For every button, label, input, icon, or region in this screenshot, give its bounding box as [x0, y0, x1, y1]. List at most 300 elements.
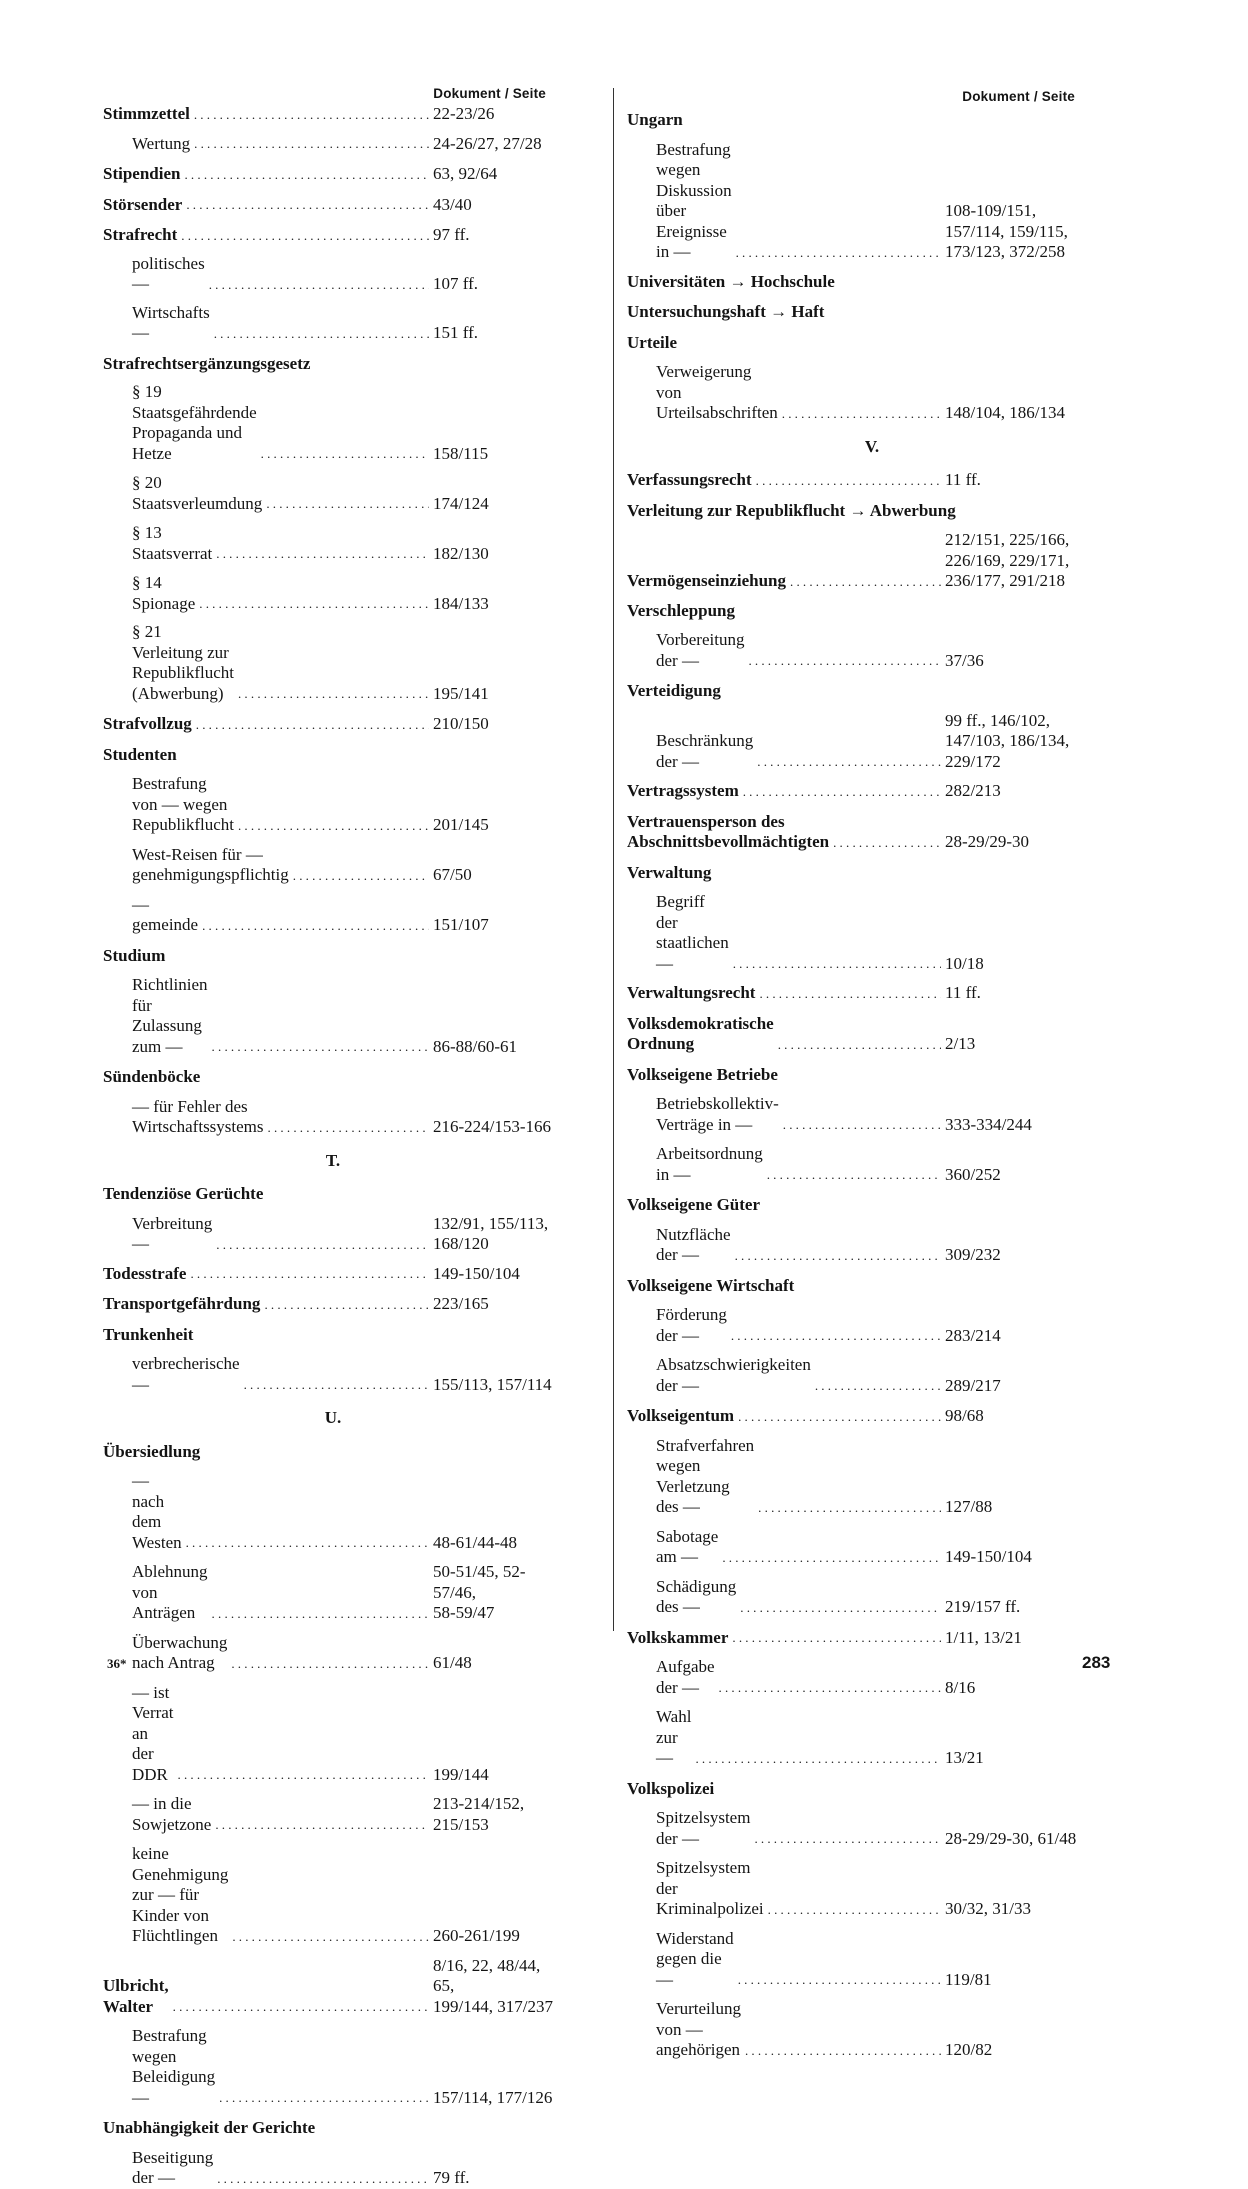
- entry-refs: [433, 1117, 563, 1138]
- entry-term: Verfassungsrecht: [627, 470, 752, 489]
- entry-term: Volksdemokratische Ordnung: [627, 1013, 774, 1053]
- ref-line: 43/40: [433, 194, 472, 214]
- leader-dots: [194, 109, 429, 121]
- ref-line: 107 ff.: [433, 274, 479, 293]
- leader-dots: [754, 1833, 941, 1845]
- index-entry: [627, 272, 1117, 293]
- leader-dots: [756, 475, 941, 487]
- entry-refs: [433, 323, 563, 344]
- entry-term: Richtlinien für Zulassung zum —: [132, 975, 208, 1056]
- index-subentry: [627, 1436, 1117, 1518]
- index-subentry: [103, 1097, 563, 1138]
- entry-term: Aufgabe der —: [656, 1657, 715, 1697]
- entry-term: Tendenziöse Gerüchte: [103, 1184, 264, 1203]
- ref-line: 182/130: [433, 543, 489, 563]
- index-entry: [103, 225, 563, 246]
- leader-dots: [186, 1537, 429, 1549]
- entry-term: Nutzfläche der —: [656, 1224, 731, 1264]
- entry-term: Verteidigung: [627, 681, 721, 700]
- ref-line: 28-29/29-30, 61/48: [945, 1828, 1077, 1848]
- leader-dots: [738, 1974, 941, 1986]
- entry-refs: [433, 1264, 563, 1285]
- index-subentry: [103, 1633, 563, 1674]
- entry-term: — für Fehler des Wirtschaftssystems: [132, 1096, 264, 1136]
- entry-refs: [433, 1562, 563, 1624]
- entry-term: Vertragssystem: [627, 781, 739, 800]
- column-divider: [613, 88, 614, 1631]
- leader-dots: [238, 820, 429, 832]
- entry-term: Strafverfahren wegen Verletzung des —: [656, 1435, 755, 1516]
- index-entry: [627, 110, 1117, 131]
- index-subentry: [103, 382, 563, 464]
- leader-dots: [833, 837, 941, 849]
- ref-line: 13/21: [945, 1748, 984, 1767]
- index-entry: [103, 1067, 563, 1088]
- leader-dots: [732, 1632, 941, 1644]
- entry-term: Strafrecht: [103, 225, 178, 244]
- index-entry: [627, 781, 1117, 802]
- leader-dots: [745, 2045, 941, 2057]
- index-subentry: [627, 1144, 1117, 1185]
- leader-dots: [186, 199, 429, 211]
- entry-term: keine Genehmigung zur — für Kinder von Flüchtlingen: [132, 1844, 229, 1945]
- entry-term: Stipendien: [103, 164, 181, 183]
- index-subentry: [103, 1354, 563, 1395]
- entry-refs: [433, 1653, 563, 1674]
- entry-refs: [433, 594, 563, 615]
- leader-dots: [782, 408, 941, 420]
- ref-line: 282/213: [945, 781, 1001, 800]
- entry-term: Vermögenseinziehung: [627, 571, 786, 590]
- entry-refs: [433, 225, 563, 246]
- entry-refs: [945, 1628, 1117, 1649]
- entry-term: Bestrafung von — wegen Republikflucht: [132, 774, 234, 834]
- index-subentry: [103, 2026, 563, 2108]
- ref-line: 236/177, 291/218: [945, 571, 1065, 590]
- leader-dots: [735, 1250, 941, 1262]
- leader-dots: [209, 279, 429, 291]
- index-column-left: [103, 84, 563, 2189]
- entry-refs: [945, 2040, 1117, 2061]
- entry-refs: [945, 1115, 1117, 1136]
- entry-term: Verwaltung: [627, 862, 712, 882]
- entry-refs: [433, 1956, 563, 2018]
- entry-term: Spitzelsystem der Kriminalpolizei: [656, 1858, 764, 1918]
- index-entry: [103, 1325, 563, 1346]
- entry-term: Volkseigene Wirtschaft: [627, 1275, 795, 1295]
- section-letter: U.: [324, 1408, 342, 1427]
- entry-term: Sündenböcke: [103, 1067, 201, 1086]
- leader-dots: [199, 598, 429, 610]
- index-entry: [627, 1779, 1117, 1800]
- entry-refs: [945, 954, 1117, 975]
- index-subentry: [103, 1471, 563, 1553]
- entry-refs: [945, 1034, 1117, 1055]
- index-entry: [627, 983, 1117, 1004]
- index-entry: [103, 1442, 563, 1463]
- ref-line: 148/104, 186/134: [945, 403, 1065, 422]
- entry-refs: [433, 2088, 563, 2109]
- ref-line: 50-51/45, 52-57/46,: [433, 1562, 526, 1602]
- index-entry: [103, 1956, 563, 2018]
- ref-line: 219/157 ff.: [945, 1597, 1021, 1616]
- leader-dots: [759, 988, 941, 1000]
- entry-term: § 14 Spionage: [132, 573, 196, 613]
- entry-refs: [433, 195, 563, 216]
- entry-refs: [945, 983, 1117, 1004]
- leader-dots: [244, 1379, 429, 1391]
- entry-refs: [945, 1597, 1117, 1618]
- index-entry: [103, 714, 563, 735]
- index-subentry: [627, 1657, 1117, 1698]
- entry-term: Volkseigene Betriebe: [627, 1064, 778, 1084]
- entry-term: Ulbricht, Walter: [103, 1976, 169, 2016]
- index-subentry: [627, 1858, 1117, 1920]
- ref-line: 147/103, 186/134,: [945, 731, 1070, 750]
- entry-refs: [945, 1376, 1117, 1397]
- entry-refs: [945, 1245, 1117, 1266]
- leader-dots: [217, 2173, 429, 2185]
- entry-term: — gemeinde: [132, 894, 199, 934]
- entry-refs: [945, 651, 1117, 672]
- index-subentry: [103, 573, 563, 614]
- entry-refs: [945, 403, 1117, 424]
- leader-dots: [722, 1552, 941, 1564]
- ref-line: 132/91, 155/113,: [433, 1213, 549, 1233]
- entry-refs: [433, 1214, 563, 1255]
- index-subentry: [627, 1808, 1117, 1849]
- leader-dots: [695, 1753, 941, 1765]
- ref-line: 158/115: [433, 443, 489, 463]
- entry-term: Transportgefährdung: [103, 1294, 261, 1313]
- leader-dots: [736, 247, 941, 259]
- leader-dots: [261, 448, 429, 460]
- index-subentry: [627, 1225, 1117, 1266]
- entry-term: Trunkenheit: [103, 1324, 194, 1344]
- leader-dots: [181, 230, 429, 242]
- ref-line: 184/133: [433, 593, 489, 613]
- entry-refs: [433, 815, 563, 836]
- ref-line: 22-23/26: [433, 104, 495, 123]
- ref-line: 2/13: [945, 1034, 976, 1053]
- leader-dots: [768, 1904, 941, 1916]
- index-subentry: [103, 2148, 563, 2189]
- index-entry: [627, 302, 1117, 323]
- leader-dots: [212, 1041, 429, 1053]
- entry-term: West-Reisen für — genehmigungspflichtig: [132, 844, 289, 884]
- entry-term: Schädigung des —: [656, 1576, 737, 1616]
- entry-term: Urteile: [627, 332, 678, 352]
- entry-term: Spitzelsystem der —: [656, 1808, 751, 1848]
- entry-refs: [945, 832, 1117, 853]
- ref-line: 168/120: [433, 1234, 489, 1253]
- index-subentry: [103, 1562, 563, 1624]
- entry-term: § 19 Staatsgefährdende Propaganda und Hetze: [132, 382, 257, 463]
- entry-refs: [433, 134, 563, 155]
- ref-line: 155/113, 157/114: [433, 1374, 552, 1394]
- leader-dots: [743, 786, 941, 798]
- entry-term: Bestrafung wegen Diskussion über Ereignisse in —: [656, 139, 732, 261]
- entry-term: Begriff der staatlichen —: [656, 892, 729, 973]
- ref-line: 8/16: [945, 1677, 976, 1697]
- index-subentry: [627, 892, 1117, 974]
- index-subentry: [103, 622, 563, 704]
- index-subentry: [103, 134, 563, 155]
- entry-term: Todesstrafe: [103, 1263, 187, 1283]
- entry-term: Studium: [103, 945, 166, 965]
- leader-dots: [757, 756, 941, 768]
- index-entry: [103, 195, 563, 216]
- leader-dots: [293, 870, 429, 882]
- entry-term: politisches —: [132, 253, 205, 293]
- section-letter: V.: [864, 436, 880, 456]
- entry-term: — ist Verrat an der DDR: [132, 1682, 174, 1784]
- leader-dots: [178, 1769, 429, 1781]
- ref-line: 99 ff., 146/102,: [945, 710, 1050, 730]
- index-column-right: [627, 84, 1117, 2061]
- index-subentry: [103, 1683, 563, 1786]
- leader-dots: [266, 498, 429, 510]
- entry-refs: [945, 1406, 1117, 1427]
- entry-refs: [433, 1375, 563, 1396]
- entry-refs: [433, 684, 563, 705]
- entry-term: Studenten: [103, 744, 177, 764]
- index-subentry: [627, 1707, 1117, 1769]
- ref-line: 11 ff.: [945, 983, 981, 1002]
- index-subentry: [103, 774, 563, 836]
- entry-term: Störsender: [103, 194, 183, 214]
- entry-term: Sabotage am —: [656, 1526, 719, 1566]
- index-subentry: [627, 1094, 1117, 1135]
- index-entry: [103, 1264, 563, 1285]
- entry-refs: [433, 444, 563, 465]
- entry-refs: [433, 544, 563, 565]
- leader-dots: [783, 1119, 941, 1131]
- entry-refs: [433, 104, 563, 125]
- leader-dots: [778, 1039, 941, 1051]
- entry-list-left: [103, 104, 563, 2189]
- ref-line: 283/214: [945, 1325, 1001, 1345]
- entry-refs: [945, 1678, 1117, 1699]
- ref-line: 149-150/104: [945, 1547, 1032, 1566]
- entry-refs: [433, 1037, 563, 1058]
- index-entry: [627, 601, 1117, 622]
- index-entry: [627, 1065, 1117, 1086]
- index-entry: [627, 1276, 1117, 1297]
- ref-line: 195/141: [433, 683, 489, 703]
- index-subentry: [627, 630, 1117, 671]
- leader-dots: [232, 1931, 429, 1943]
- leader-dots: [214, 328, 429, 340]
- entry-term: Untersuchungshaft → Haft: [627, 302, 825, 321]
- index-entry: [103, 354, 563, 375]
- ref-line: 8/16, 22, 48/44, 65,: [433, 1955, 541, 1995]
- ref-line: 79 ff.: [433, 2168, 470, 2187]
- entry-refs: [433, 915, 563, 936]
- leader-dots: [184, 169, 429, 181]
- leader-dots: [268, 1122, 429, 1134]
- entry-term: Absatzschwierigkeiten der —: [656, 1355, 811, 1395]
- ref-line: 127/88: [945, 1497, 993, 1516]
- ref-line: 157/114, 177/126: [433, 2087, 553, 2107]
- index-subentry: [627, 1577, 1117, 1618]
- leader-dots: [216, 548, 429, 560]
- entry-term: Unabhängigkeit der Gerichte: [103, 2118, 316, 2137]
- entry-term: Förderung der —: [656, 1305, 727, 1345]
- index-entry: [627, 1195, 1117, 1216]
- ref-line: 360/252: [945, 1164, 1001, 1184]
- ref-line: 28-29/29-30: [945, 832, 1030, 851]
- entry-term: § 21 Verleitung zur Republikflucht (Abwerbung): [132, 622, 234, 703]
- ref-line: 174/124: [433, 493, 489, 513]
- ref-line: 226/169, 229/171,: [945, 550, 1070, 570]
- page-number: 283: [1082, 1653, 1111, 1672]
- leader-dots: [767, 1169, 941, 1181]
- entry-term: verbrecherische —: [132, 1354, 240, 1394]
- entry-refs: [433, 1294, 563, 1315]
- leader-dots: [738, 1411, 941, 1423]
- index-subentry: [627, 362, 1117, 424]
- index-subentry: [103, 473, 563, 514]
- section-letter: T.: [325, 1150, 341, 1170]
- index-subentry: [103, 1214, 563, 1255]
- entry-refs: [433, 1533, 563, 1554]
- entry-term: Stimmzettel: [103, 104, 190, 123]
- leader-dots: [740, 1602, 941, 1614]
- leader-dots: [719, 1682, 941, 1694]
- index-entry: [627, 470, 1117, 491]
- index-subentry: [627, 1527, 1117, 1568]
- ref-line: 119/81: [945, 1969, 992, 1989]
- index-entry: [627, 1406, 1117, 1427]
- leader-dots: [758, 1502, 941, 1514]
- leader-dots: [216, 1239, 429, 1251]
- ref-line: 24-26/27, 27/28: [433, 133, 542, 153]
- column-header-right: Dokument / Seite: [962, 89, 1075, 104]
- entry-term: Verurteilung von — angehörigen: [656, 1999, 741, 2059]
- column-header-left: Dokument / Seite: [433, 86, 546, 101]
- ref-line: 151 ff.: [433, 323, 479, 342]
- leader-dots: [815, 1380, 941, 1392]
- entry-term: — in die Sowjetzone: [132, 1794, 212, 1834]
- entry-refs: [945, 1899, 1117, 1920]
- ref-line: 216-224/153-166: [433, 1117, 552, 1136]
- leader-dots: [264, 1299, 429, 1311]
- entry-term: Beschränkung der —: [656, 731, 754, 771]
- leader-dots: [173, 2001, 429, 2013]
- leader-dots: [212, 1608, 429, 1620]
- ref-line: 61/48: [433, 1653, 472, 1672]
- entry-refs: [945, 1748, 1117, 1769]
- entry-term: § 20 Staatsverleumdung: [132, 473, 263, 513]
- leader-dots: [202, 920, 429, 932]
- entry-refs: [945, 1497, 1117, 1518]
- entry-term: Ablehnung von Anträgen: [132, 1562, 208, 1622]
- ref-line: 149-150/104: [433, 1263, 520, 1283]
- entry-term: Strafvollzug: [103, 714, 192, 733]
- index-subentry: [103, 845, 563, 886]
- ref-line: 229/172: [945, 751, 1001, 771]
- entry-term: Ungarn: [627, 110, 683, 129]
- index-entry: [627, 863, 1117, 884]
- leader-dots: [733, 958, 941, 970]
- index-entry: [627, 1014, 1117, 1055]
- index-entry: [627, 1628, 1117, 1649]
- index-subentry: [627, 1355, 1117, 1396]
- leader-dots: [748, 655, 941, 667]
- leader-dots: [790, 576, 941, 588]
- entry-term: Verweigerung von Urteilsabschriften: [656, 362, 778, 422]
- index-subentry: [103, 1794, 563, 1835]
- index-subentry: [103, 895, 563, 936]
- entry-refs: [433, 2168, 563, 2189]
- leader-dots: [219, 2092, 429, 2104]
- entry-list-right: [627, 110, 1117, 2061]
- index-subentry: [627, 1999, 1117, 2061]
- entry-refs: [433, 1926, 563, 1947]
- entry-term: Volkseigentum: [627, 1406, 735, 1425]
- ref-line: 30/32, 31/33: [945, 1899, 1031, 1918]
- index-subentry: [627, 1929, 1117, 1991]
- index-subentry: [103, 523, 563, 564]
- entry-term: Volkseigene Güter: [627, 1195, 761, 1214]
- entry-refs: [433, 714, 563, 735]
- ref-line: 213-214/152,: [433, 1794, 525, 1813]
- entry-refs: [945, 470, 1117, 491]
- entry-refs: [433, 865, 563, 886]
- leader-dots: [194, 138, 429, 150]
- index-entry: [103, 104, 563, 125]
- entry-term: Widerstand gegen die —: [656, 1928, 734, 1989]
- leader-dots: [231, 1658, 429, 1670]
- ref-line: 67/50: [433, 865, 472, 884]
- signature-mark: 36*: [107, 1656, 127, 1671]
- ref-line: 48-61/44-48: [433, 1532, 518, 1552]
- leader-dots: [190, 1268, 429, 1280]
- entry-term: Übersiedlung: [103, 1441, 201, 1461]
- ref-line: 199/144: [433, 1764, 489, 1784]
- ref-line: 98/68: [945, 1406, 984, 1425]
- ref-line: 37/36: [945, 650, 984, 670]
- index-entry: [627, 501, 1117, 522]
- index-entry: [103, 946, 563, 967]
- entry-refs: [433, 1794, 563, 1835]
- entry-term: Verbreitung —: [132, 1213, 213, 1253]
- ref-line: 173/123, 372/258: [945, 242, 1065, 261]
- index-entry: [627, 530, 1117, 592]
- index-entry: [103, 164, 563, 185]
- entry-refs: [945, 711, 1117, 773]
- ref-line: 108-109/151,: [945, 201, 1037, 220]
- leader-dots: [215, 1819, 429, 1831]
- entry-term: Vertrauensperson des Abschnittsbevollmächtigten: [627, 811, 830, 851]
- ref-line: 199/144, 317/237: [433, 1996, 553, 2016]
- entry-term: Verleitung zur Republikflucht → Abwerbung: [627, 500, 956, 520]
- ref-line: 215/153: [433, 1814, 489, 1834]
- entry-term: Beseitigung der —: [132, 2147, 214, 2187]
- entry-term: Strafrechtsergänzungsgesetz: [103, 353, 311, 373]
- index-entry: [103, 2118, 563, 2139]
- index-subentry: [627, 711, 1117, 773]
- index-subentry: [103, 1844, 563, 1947]
- entry-refs: [945, 1829, 1117, 1850]
- entry-term: Wertung: [132, 133, 191, 153]
- ref-line: 63, 92/64: [433, 164, 498, 183]
- entry-term: Überwachung nach Antrag: [132, 1632, 228, 1672]
- index-subentry: [627, 140, 1117, 263]
- ref-line: 120/82: [945, 2040, 993, 2059]
- entry-term: § 13 Staatsverrat: [132, 523, 213, 563]
